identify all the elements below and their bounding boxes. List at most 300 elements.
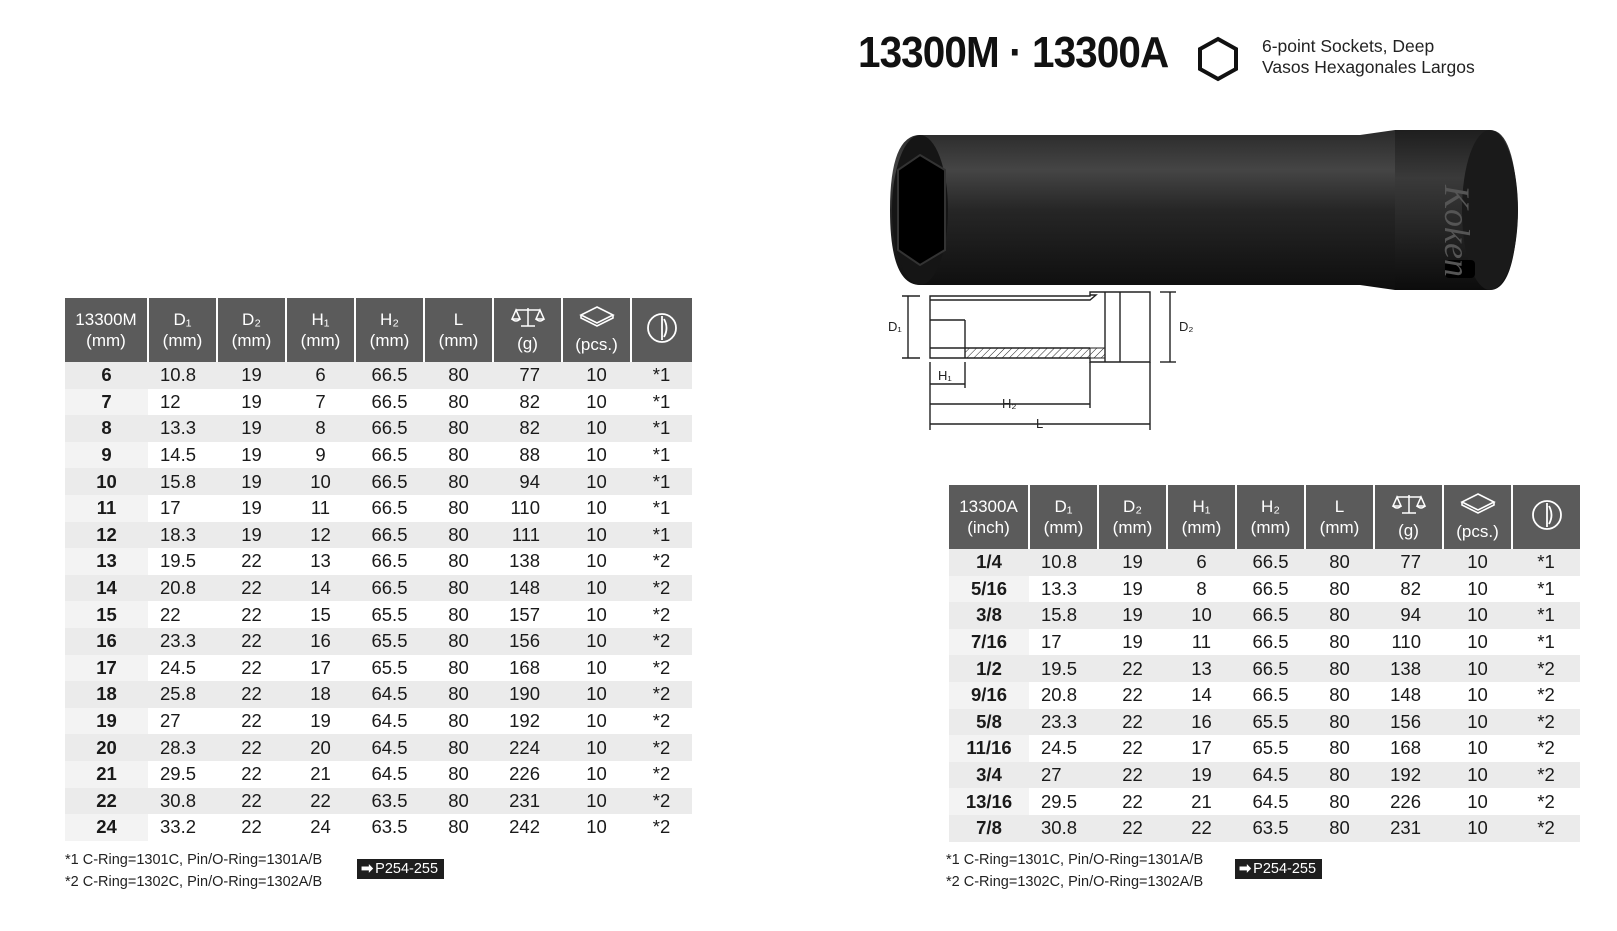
table-cell: *2 — [1512, 762, 1580, 789]
table-cell: 11 — [65, 495, 148, 522]
table-row — [949, 682, 1580, 709]
table-cell: 148 — [493, 575, 562, 602]
table-cell: 19 — [1122, 631, 1143, 653]
column-header-unit: (mm) — [438, 331, 479, 350]
table-cell: 22 — [1122, 790, 1143, 812]
table-cell: 23.3 — [1029, 709, 1098, 736]
table-cell: 5/16 — [949, 576, 1029, 603]
table-cell: 22 — [241, 656, 262, 678]
table-cell: 77 — [493, 362, 562, 389]
column-header-label: 13300A — [959, 497, 1018, 516]
table-cell: 19 — [241, 497, 262, 519]
table-cell: 13 — [310, 550, 331, 572]
table-row — [949, 602, 1580, 629]
table-cell: 226 — [1390, 790, 1421, 812]
table-cell: 80 — [448, 444, 469, 466]
ring-pin-icon — [1530, 498, 1564, 537]
table-cell: *2 — [652, 603, 671, 625]
table-cell: 10 — [562, 681, 631, 708]
table-cell: 1/4 — [949, 549, 1029, 576]
table-cell: 22 — [217, 575, 286, 602]
table-cell: 157 — [509, 603, 540, 625]
table-cell: 111 — [493, 522, 562, 549]
table-cell: 10 — [562, 522, 631, 549]
table-cell: 64.5 — [1236, 762, 1305, 789]
table-cell: 66.5 — [1252, 577, 1289, 599]
table-cell: 80 — [424, 415, 493, 442]
column-header — [424, 298, 493, 362]
table-cell: 10.8 — [1029, 549, 1098, 576]
column-header — [562, 298, 631, 362]
table-cell: 21 — [310, 763, 331, 785]
table-cell: 19.5 — [160, 550, 197, 572]
table-cell: 7 — [315, 390, 326, 412]
table-cell: 64.5 — [355, 681, 424, 708]
table-cell: 10 — [1167, 602, 1236, 629]
footnote-2: *2 C-Ring=1302C, Pin/O-Ring=1302A/B — [65, 874, 323, 890]
table-cell: 3/4 — [949, 762, 1029, 789]
table-cell: *2 — [1512, 655, 1580, 682]
table-cell: 22 — [1098, 762, 1167, 789]
table-cell: 22 — [241, 603, 262, 625]
table-cell: 10 — [1443, 602, 1512, 629]
table-cell: 192 — [509, 710, 540, 732]
column-header — [1167, 485, 1236, 549]
table-cell: 13 — [65, 548, 148, 575]
table-cell: 22 — [1098, 709, 1167, 736]
table-cell: 80 — [448, 763, 469, 785]
table-cell: *1 — [631, 362, 692, 389]
table-cell: 80 — [448, 390, 469, 412]
table-cell: 19 — [217, 415, 286, 442]
table-cell: 80 — [424, 362, 493, 389]
table-cell: 15 — [310, 603, 331, 625]
table-cell: 66.5 — [355, 362, 424, 389]
table-cell: 10 — [1443, 549, 1512, 576]
table-cell: 80 — [424, 468, 493, 495]
table-cell: 14 — [286, 575, 355, 602]
column-header-label: H₂ — [380, 310, 399, 329]
table-cell: 66.5 — [355, 575, 424, 602]
table-cell: 29.5 — [1041, 790, 1078, 812]
table-cell: 17 — [1041, 631, 1062, 653]
table-cell: 19.5 — [1029, 655, 1098, 682]
table-cell: 12 — [286, 522, 355, 549]
table-cell: 156 — [493, 628, 562, 655]
column-header-unit: (pcs.) — [1456, 522, 1499, 541]
table-cell: 22 — [286, 788, 355, 815]
table-cell: 66.5 — [1236, 549, 1305, 576]
table-cell: *2 — [631, 734, 692, 761]
table-cell: 22 — [217, 628, 286, 655]
label-h1: H₁ — [938, 368, 952, 383]
column-header-unit: (mm) — [86, 331, 126, 350]
table-cell: 80 — [1305, 655, 1374, 682]
table-cell: 7 — [65, 389, 148, 416]
table-cell: 66.5 — [371, 444, 408, 466]
table-cell: 13.3 — [1041, 577, 1078, 599]
table-cell: 19 — [310, 710, 331, 732]
table-cell: 19 — [241, 390, 262, 412]
table-cell: 66.5 — [1252, 631, 1289, 653]
subtitle-spanish: Vasos Hexagonales Largos — [1262, 57, 1475, 77]
arrow-right-icon: ➡ — [361, 861, 374, 877]
table-cell: 192 — [1374, 762, 1443, 789]
table-cell: 10 — [562, 468, 631, 495]
page-reference-badge[interactable] — [357, 859, 444, 879]
table-cell: 63.5 — [1236, 815, 1305, 842]
table-cell: 80 — [424, 788, 493, 815]
table-row — [65, 362, 692, 389]
table-cell: 66.5 — [371, 390, 408, 412]
table-cell: 9 — [65, 442, 148, 469]
table-cell: 10 — [562, 628, 631, 655]
table-cell: 14 — [65, 575, 148, 602]
table-cell: 64.5 — [355, 734, 424, 761]
inch-footnotes — [946, 849, 1203, 893]
table-cell: *2 — [1512, 709, 1580, 736]
table-cell: 13.3 — [148, 415, 217, 442]
table-cell: 24 — [65, 814, 148, 841]
table-cell: 138 — [1374, 655, 1443, 682]
table-cell: 29.5 — [160, 763, 197, 785]
page-title: 13300M · 13300A — [858, 28, 1169, 77]
table-cell: 18.3 — [148, 522, 217, 549]
column-header-label: D₁ — [1054, 497, 1073, 516]
table-cell: 80 — [424, 628, 493, 655]
table-cell: 65.5 — [1252, 737, 1289, 759]
table-cell: 138 — [509, 550, 540, 572]
column-header-label: H₁ — [1192, 497, 1211, 516]
table-cell: 22 — [241, 816, 262, 838]
table-cell: 6 — [65, 362, 148, 389]
table-cell: 110 — [1391, 631, 1421, 653]
label-d2: D₂ — [1179, 319, 1194, 334]
table-cell: 66.5 — [1252, 684, 1289, 706]
table-cell: 22 — [217, 788, 286, 815]
table-cell: 12 — [160, 390, 181, 412]
table-cell: 10 — [562, 362, 631, 389]
table-cell: *2 — [631, 681, 692, 708]
table-cell: 231 — [1374, 815, 1443, 842]
column-header-label: D₂ — [242, 310, 261, 329]
table-cell: 19 — [217, 362, 286, 389]
table-cell: 63.5 — [371, 816, 408, 838]
table-cell: 10 — [1443, 709, 1512, 736]
column-header-unit: (g) — [517, 334, 538, 353]
table-row — [65, 788, 692, 815]
table-cell: 66.5 — [355, 415, 424, 442]
table-cell: 10 — [586, 656, 607, 678]
table-cell: 10 — [1443, 815, 1512, 842]
table-cell: 10 — [586, 444, 607, 466]
table-row — [65, 522, 692, 549]
table-cell: 80 — [448, 710, 469, 732]
box-icon — [1460, 492, 1496, 521]
table-cell: 94 — [1374, 602, 1443, 629]
subtitle-english: 6-point Sockets, Deep — [1262, 36, 1435, 56]
table-cell: 17 — [160, 497, 181, 519]
table-cell: *2 — [631, 575, 692, 602]
page-reference-text: P254-255 — [375, 861, 439, 877]
table-cell: 66.5 — [355, 522, 424, 549]
table-cell: 22 — [1122, 737, 1143, 759]
column-header — [1512, 485, 1580, 549]
table-cell: 18 — [286, 681, 355, 708]
table-cell: 5/8 — [949, 709, 1029, 736]
table-cell: 19 — [1098, 549, 1167, 576]
table-cell: *1 — [631, 468, 692, 495]
table-row — [65, 389, 692, 416]
column-header — [355, 298, 424, 362]
table-cell: 10 — [586, 710, 607, 732]
table-cell: 18 — [65, 681, 148, 708]
table-cell: 10 — [562, 415, 631, 442]
column-header-unit: (mm) — [300, 331, 341, 350]
table-cell: 10 — [65, 468, 148, 495]
table-cell: 15 — [65, 601, 148, 628]
table-cell: 11/16 — [949, 735, 1029, 762]
table-cell: 63.5 — [355, 788, 424, 815]
table-cell: 10 — [1467, 737, 1488, 759]
table-cell: 94 — [493, 468, 562, 495]
column-header-label: L — [453, 310, 464, 329]
table-cell: 15.8 — [1029, 602, 1098, 629]
table-row — [65, 734, 692, 761]
table-cell: *1 — [652, 497, 671, 519]
table-cell: 9 — [315, 444, 326, 466]
inch-spec-table — [949, 485, 1580, 842]
table-cell: 148 — [1390, 684, 1421, 706]
table-cell: *1 — [1537, 631, 1555, 653]
table-cell: 80 — [448, 497, 469, 519]
table-cell: 1/2 — [949, 655, 1029, 682]
table-cell: 27 — [160, 710, 181, 732]
column-header-unit: (mm) — [1112, 518, 1153, 537]
column-header-unit: (mm) — [162, 331, 203, 350]
table-cell: 22 — [217, 734, 286, 761]
socket-product-image — [890, 130, 1550, 290]
table-cell: 17 — [65, 655, 148, 682]
table-cell: 242 — [509, 816, 540, 838]
column-header-unit: (pcs.) — [575, 335, 618, 354]
page-reference-text: P254-255 — [1253, 861, 1317, 877]
table-cell: 66.5 — [1236, 602, 1305, 629]
page-reference-badge[interactable] — [1235, 859, 1322, 879]
hexagon-icon — [1196, 36, 1240, 82]
column-header-label: H₁ — [311, 310, 330, 329]
table-cell: 20 — [286, 734, 355, 761]
table-cell: 66.5 — [1236, 655, 1305, 682]
table-row — [65, 495, 692, 522]
table-cell: 80 — [424, 522, 493, 549]
scale-icon — [1392, 493, 1426, 520]
table-cell: 12 — [65, 522, 148, 549]
column-header — [631, 298, 692, 362]
table-cell: 22 — [241, 710, 262, 732]
table-cell: 3/8 — [949, 602, 1029, 629]
column-header-label: 13300M — [75, 310, 137, 329]
column-header-label: L — [1334, 497, 1345, 516]
column-header — [493, 298, 562, 362]
table-cell: 82 — [519, 390, 540, 412]
table-cell: 8 — [1196, 577, 1207, 599]
table-cell: 80 — [424, 681, 493, 708]
table-row — [65, 468, 692, 495]
table-cell: 14 — [1191, 684, 1212, 706]
table-cell: 20.8 — [1041, 684, 1078, 706]
table-cell: 66.5 — [355, 468, 424, 495]
footnote-2: *2 C-Ring=1302C, Pin/O-Ring=1302A/B — [946, 874, 1204, 890]
table-cell: *1 — [631, 415, 692, 442]
metric-spec-table — [65, 298, 692, 841]
footnote-1: *1 C-Ring=1301C, Pin/O-Ring=1301A/B — [946, 852, 1204, 868]
table-cell: 19 — [217, 468, 286, 495]
table-row — [949, 762, 1580, 789]
ring-pin-icon — [645, 311, 679, 350]
table-cell: 10 — [286, 468, 355, 495]
scale-icon — [511, 306, 545, 333]
table-cell: 10 — [562, 734, 631, 761]
table-cell: 19 — [241, 444, 262, 466]
table-cell: 10 — [586, 390, 607, 412]
table-row — [65, 814, 692, 841]
table-row — [949, 549, 1580, 576]
table-row — [949, 709, 1580, 736]
column-header — [1029, 485, 1098, 549]
table-cell: 22 — [1098, 655, 1167, 682]
table-row — [949, 815, 1580, 842]
table-cell: 64.5 — [371, 710, 408, 732]
table-cell: *2 — [652, 816, 671, 838]
table-cell: 64.5 — [371, 763, 408, 785]
label-l: L — [1036, 416, 1044, 431]
table-cell: 24.5 — [160, 656, 197, 678]
table-cell: 80 — [1305, 815, 1374, 842]
table-cell: 21 — [65, 761, 148, 788]
table-row — [949, 629, 1580, 656]
table-cell: *2 — [631, 628, 692, 655]
table-cell: 27 — [1029, 762, 1098, 789]
column-header-unit: (g) — [1398, 521, 1419, 540]
table-cell: 19 — [65, 708, 148, 735]
table-cell: 22 — [1098, 815, 1167, 842]
table-cell: 231 — [493, 788, 562, 815]
table-cell: 65.5 — [371, 656, 408, 678]
table-cell: 190 — [493, 681, 562, 708]
label-d1: D₁ — [888, 319, 902, 334]
table-cell: *2 — [652, 656, 671, 678]
table-row — [949, 788, 1580, 815]
table-cell: *2 — [652, 550, 671, 572]
table-cell: 33.2 — [160, 816, 197, 838]
table-cell: 10 — [586, 816, 607, 838]
table-cell: 7/8 — [949, 815, 1029, 842]
table-cell: *2 — [1512, 815, 1580, 842]
table-cell: 80 — [424, 734, 493, 761]
table-cell: 224 — [493, 734, 562, 761]
table-row — [65, 601, 692, 628]
table-cell: 16 — [286, 628, 355, 655]
table-cell: 66.5 — [371, 497, 408, 519]
column-header — [65, 298, 148, 362]
brand-logo: Koken — [1437, 185, 1477, 277]
table-cell: 110 — [510, 497, 540, 519]
table-cell: 10 — [586, 603, 607, 625]
table-cell: 10 — [1443, 762, 1512, 789]
table-cell: 80 — [1305, 709, 1374, 736]
table-cell: 64.5 — [1252, 790, 1289, 812]
table-cell: 11 — [310, 497, 331, 519]
table-cell: 10 — [1467, 631, 1488, 653]
table-cell: 13 — [1167, 655, 1236, 682]
table-cell: 80 — [424, 575, 493, 602]
table-cell: 77 — [1374, 549, 1443, 576]
column-header — [148, 298, 217, 362]
table-cell: 10 — [1467, 684, 1488, 706]
table-cell: 15.8 — [148, 468, 217, 495]
table-header-row — [65, 298, 692, 362]
table-row — [65, 655, 692, 682]
column-header — [1443, 485, 1512, 549]
table-cell: 22 — [1122, 684, 1143, 706]
column-header-unit: (inch) — [967, 518, 1010, 537]
table-cell: *2 — [1537, 790, 1555, 812]
table-cell: *2 — [652, 710, 671, 732]
column-header-label: H₂ — [1261, 497, 1280, 516]
table-cell: *1 — [631, 522, 692, 549]
table-cell: *2 — [1537, 737, 1555, 759]
table-cell: 226 — [509, 763, 540, 785]
column-header-unit: (mm) — [231, 331, 272, 350]
table-cell: 25.8 — [148, 681, 217, 708]
table-cell: 16 — [1167, 709, 1236, 736]
table-cell: 10 — [1443, 655, 1512, 682]
table-row — [949, 735, 1580, 762]
table-cell: 80 — [448, 816, 469, 838]
table-cell: *2 — [631, 788, 692, 815]
table-cell: 80 — [448, 656, 469, 678]
table-cell: 8 — [65, 415, 148, 442]
column-header-unit: (mm) — [1181, 518, 1222, 537]
table-cell: 24 — [310, 816, 331, 838]
column-header — [1098, 485, 1167, 549]
table-cell: 156 — [1374, 709, 1443, 736]
table-cell: *2 — [1537, 684, 1555, 706]
box-icon — [579, 305, 615, 334]
table-cell: 22 — [160, 603, 181, 625]
footnote-1: *1 C-Ring=1301C, Pin/O-Ring=1301A/B — [65, 852, 323, 868]
table-cell: 7/16 — [949, 629, 1029, 656]
table-cell: 10 — [562, 788, 631, 815]
table-row — [65, 628, 692, 655]
table-cell: 22 — [241, 550, 262, 572]
column-header — [217, 298, 286, 362]
table-cell: 80 — [1329, 737, 1350, 759]
table-cell: 11 — [1191, 631, 1212, 653]
table-cell: *1 — [1537, 577, 1555, 599]
column-header — [286, 298, 355, 362]
table-cell: 80 — [1329, 684, 1350, 706]
label-h2: H₂ — [1002, 396, 1017, 411]
table-cell: 24.5 — [1041, 737, 1078, 759]
arrow-right-icon: ➡ — [1239, 861, 1252, 877]
table-cell: 88 — [519, 444, 540, 466]
column-header-label: D₂ — [1123, 497, 1142, 516]
table-row — [65, 575, 692, 602]
table-cell: 13/16 — [949, 788, 1029, 815]
product-subtitle — [1262, 36, 1475, 78]
